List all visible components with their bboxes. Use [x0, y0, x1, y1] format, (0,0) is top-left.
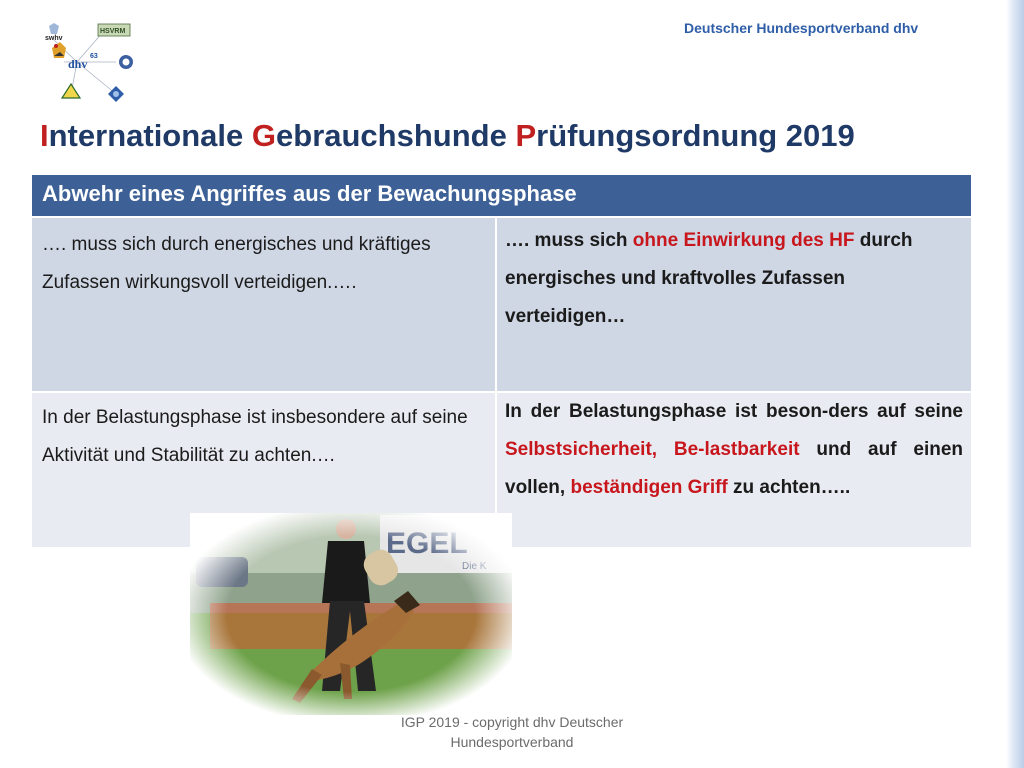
new-rule-1-text-a: …. muss sich: [505, 230, 633, 251]
new-rule-2-text-c: zu achten…..: [727, 477, 851, 498]
title-initial-g: G: [251, 118, 277, 153]
logo-hsvrm-text: HSVRM: [100, 28, 126, 35]
logo-dog-fire-icon: [52, 42, 66, 58]
table-cell-new-rule-2: [497, 393, 971, 547]
footer-line-2: Hundesportverband: [450, 734, 574, 750]
title-word-pruefungsordnung: rüfungsordnung 2019: [536, 118, 855, 153]
new-rule-2-text-a: In der Belastungsphase ist beson-ders auf seine: [505, 401, 963, 422]
new-rule-2-highlight-a: Selbstsicherheit, Be-lastbarkeit: [505, 439, 800, 460]
logo-cluster: [40, 20, 150, 112]
table-cell-new-rule-1: [497, 218, 971, 391]
table-header: Abwehr eines Angriffes aus der Bewachungsphase: [32, 175, 971, 216]
logo-blue-round-icon: [119, 55, 133, 69]
new-rule-1-highlight: ohne Einwirkung des HF: [632, 230, 855, 251]
logo-dhv-text: dhv: [68, 57, 88, 71]
table-cell-old-rule-2: In der Belastungsphase ist insbesondere auf seine Aktivität und Stabilität zu achten.…: [32, 393, 495, 547]
title-word-gebrauchshunde: ebrauchshunde: [276, 118, 516, 153]
header-organization: Deutscher Hundesportverband dhv: [684, 20, 919, 36]
slide-title: [40, 118, 855, 154]
logo-dhv-badge: 63: [90, 53, 98, 60]
title-initial-p: P: [515, 118, 537, 153]
logo-triangle-icon: [62, 84, 80, 98]
table-cell-old-rule-1: …. muss sich durch energisches und kräftiges Zufassen wirkungsvoll verteidigen.….: [32, 218, 495, 391]
new-rule-2-text-b: und auf einen vollen,: [505, 439, 964, 498]
new-rule-1-text-b: durch energisches und kraftvolles Zufassen verteidigen…: [505, 230, 913, 327]
decorative-side-band: [1006, 0, 1024, 768]
logo-hsvrm-icon: [98, 24, 130, 36]
title-word-internationale: nternationale: [48, 118, 252, 153]
footer-line-1: IGP 2019 - copyright dhv Deutscher: [400, 714, 624, 730]
title-initial-i: I: [40, 118, 49, 153]
new-rule-2-highlight-b: beständigen Griff: [570, 477, 728, 498]
logo-diamond-icon: [108, 86, 124, 102]
footer-copyright: [360, 712, 664, 752]
logo-swhv-icon: [45, 23, 63, 42]
logo-swhv-text: swhv: [45, 35, 63, 42]
dog-training-photo: [190, 513, 512, 715]
